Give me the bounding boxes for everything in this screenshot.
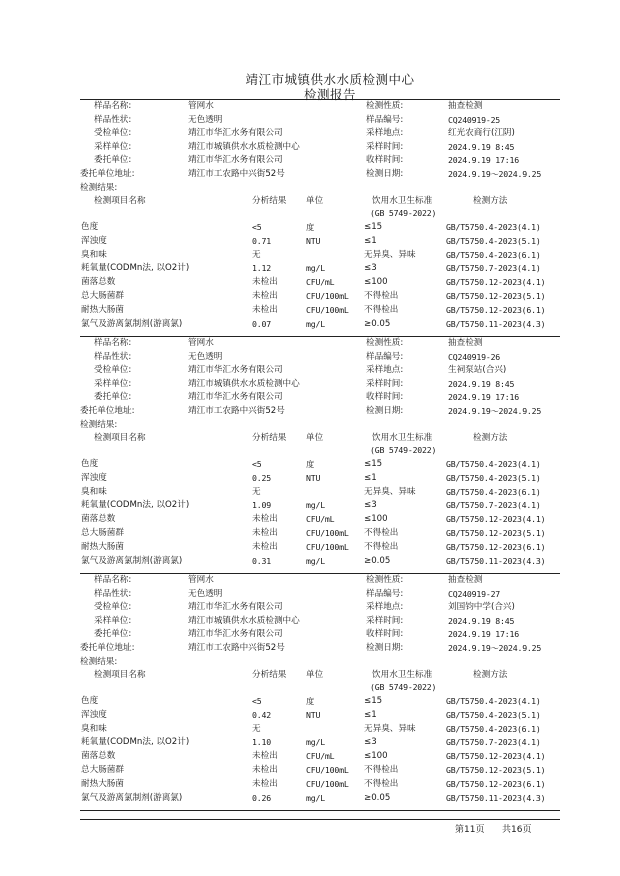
row-unit: 度 [306, 222, 314, 232]
field-value-state: 无色透明 [188, 114, 223, 125]
row-result: <5 [252, 459, 262, 469]
row-method: GB/T5750.7-2023(4.1) [446, 737, 541, 748]
row-standard: ≤1 [364, 235, 377, 246]
field-value-detect-type: 抽查检测 [448, 338, 483, 348]
row-result: 0.31 [252, 555, 271, 566]
row-item: 菌落总数 [81, 751, 116, 762]
results-heading: 检测结果: [80, 657, 118, 667]
row-unit: mg/L [306, 737, 325, 748]
row-unit: mg/L [306, 792, 325, 803]
row-standard: ≤3 [364, 737, 377, 748]
field-label: 样品性状: [94, 351, 132, 362]
field-value-sample-no: CQ240919-25 [448, 114, 501, 125]
row-standard: ≤3 [364, 263, 377, 274]
row-unit: 度 [306, 459, 314, 469]
row-unit: CFU/mL [306, 514, 335, 525]
col-header-method: 检测方法 [473, 196, 508, 206]
field-label: 委托单位: [94, 155, 132, 166]
row-item: 浑浊度 [81, 472, 107, 483]
row-standard: ≤15 [364, 222, 383, 232]
col-header-item: 检测项目名称 [94, 433, 146, 443]
bottom-divider [80, 819, 560, 820]
col-header-result: 分析结果 [252, 196, 287, 206]
field-value-receive-time: 2024.9.19 17:16 [448, 392, 519, 403]
row-standard: ≥0.05 [364, 555, 391, 566]
row-result: 1.09 [252, 500, 271, 511]
field-value-sampler: 靖江市城镇供水水质检测中心 [188, 615, 300, 626]
field-value-sampler: 靖江市城镇供水水质检测中心 [188, 378, 300, 389]
row-standard: 不得检出 [364, 528, 399, 538]
row-item: 色度 [81, 459, 99, 469]
field-value-client: 靖江市华汇水务有限公司 [188, 602, 283, 613]
row-unit: CFU/mL [306, 751, 335, 762]
field-value-receive-time: 2024.9.19 17:16 [448, 629, 519, 640]
row-standard: 不得检出 [364, 778, 399, 789]
field-label: 委托单位地址: [80, 169, 135, 179]
row-method: GB/T5750.4-2023(4.1) [446, 696, 541, 706]
row-unit: CFU/100mL [306, 765, 349, 775]
row-item: 耗氧量(CODMn法, 以O2计) [81, 263, 190, 274]
row-result: 无 [252, 486, 261, 497]
col-header-standard-code: (GB 5749-2022) [370, 208, 437, 218]
field-label: 委托单位地址: [80, 643, 135, 653]
row-item: 浑浊度 [81, 709, 107, 720]
row-result: 0.26 [252, 792, 271, 803]
field-label: 收样时间: [366, 629, 404, 640]
page-number: 第11页 [455, 825, 485, 835]
row-method: GB/T5750.12-2023(4.1) [446, 277, 546, 288]
field-label: 收样时间: [366, 392, 404, 403]
row-standard: ≤15 [364, 459, 383, 469]
col-header-method: 检测方法 [473, 433, 508, 443]
row-result: 未检出 [252, 291, 278, 301]
field-value-address: 靖江市工农路中兴街52号 [188, 169, 285, 179]
row-method: GB/T5750.7-2023(4.1) [446, 263, 541, 274]
field-label: 采样地点: [366, 128, 404, 139]
row-item: 臭和味 [81, 723, 107, 734]
col-header-standard: 饮用水卫生标准 [372, 670, 433, 680]
field-value-detect-type: 抽查检测 [448, 575, 483, 585]
row-method: GB/T5750.4-2023(6.1) [446, 249, 541, 260]
row-method: GB/T5750.4-2023(5.1) [446, 235, 541, 246]
row-standard: ≤1 [364, 472, 377, 483]
field-label: 样品名称: [94, 575, 132, 585]
col-header-result: 分析结果 [252, 670, 287, 680]
col-header-item: 检测项目名称 [94, 196, 146, 206]
row-unit: NTU [306, 472, 321, 483]
row-method: GB/T5750.12-2023(6.1) [446, 541, 546, 552]
field-value-address: 靖江市工农路中兴街52号 [188, 406, 285, 416]
row-unit: CFU/100mL [306, 528, 349, 538]
row-result: 1.12 [252, 263, 271, 274]
row-method: GB/T5750.12-2023(4.1) [446, 751, 546, 762]
field-value-sample-no: CQ240919-27 [448, 588, 501, 599]
row-result: 未检出 [252, 765, 278, 775]
row-item: 总大肠菌群 [81, 528, 124, 538]
row-unit: mg/L [306, 555, 325, 566]
field-value-sampler: 靖江市城镇供水水质检测中心 [188, 141, 300, 152]
row-unit: NTU [306, 235, 321, 246]
field-value-name: 管网水 [188, 575, 214, 585]
row-result: 0.42 [252, 709, 271, 720]
field-value-consignor: 靖江市华汇水务有限公司 [188, 629, 283, 640]
row-method: GB/T5750.4-2023(4.1) [446, 459, 541, 469]
row-unit: mg/L [306, 263, 325, 274]
row-item: 耐热大肠菌 [81, 541, 124, 552]
row-method: GB/T5750.4-2023(6.1) [446, 723, 541, 734]
row-result: 未检出 [252, 514, 278, 525]
block-divider [80, 810, 560, 811]
field-label: 采样时间: [366, 615, 404, 626]
field-label: 采样时间: [366, 378, 404, 389]
row-method: GB/T5750.11-2023(4.3) [446, 792, 546, 803]
row-method: GB/T5750.11-2023(4.3) [446, 318, 546, 329]
row-result: 未检出 [252, 751, 278, 762]
block-divider [80, 336, 560, 337]
field-value-client: 靖江市华汇水务有限公司 [188, 365, 283, 376]
row-item: 色度 [81, 222, 99, 232]
col-header-standard-code: (GB 5749-2022) [370, 445, 437, 455]
row-method: GB/T5750.12-2023(6.1) [446, 778, 546, 789]
field-value-client: 靖江市华汇水务有限公司 [188, 128, 283, 139]
row-item: 菌落总数 [81, 514, 116, 525]
field-label: 受检单位: [94, 365, 132, 376]
block-divider [80, 573, 560, 574]
field-label: 检测日期: [366, 643, 404, 653]
row-result: 0.25 [252, 472, 271, 483]
row-result: 未检出 [252, 541, 278, 552]
field-label: 样品性状: [94, 114, 132, 125]
col-header-item: 检测项目名称 [94, 670, 146, 680]
row-standard: ≤15 [364, 696, 383, 706]
field-value-detect-date: 2024.9.19～2024.9.25 [448, 643, 542, 653]
field-label: 采样单位: [94, 378, 132, 389]
row-method: GB/T5750.11-2023(4.3) [446, 555, 546, 566]
row-standard: 不得检出 [364, 765, 399, 775]
row-method: GB/T5750.7-2023(4.1) [446, 500, 541, 511]
field-label: 检测性质: [366, 338, 404, 348]
col-header-standard: 饮用水卫生标准 [372, 433, 433, 443]
row-result: <5 [252, 696, 262, 706]
page-total: 共16页 [502, 825, 532, 835]
row-item: 耐热大肠菌 [81, 778, 124, 789]
row-unit: mg/L [306, 318, 325, 329]
field-label: 样品名称: [94, 338, 132, 348]
field-value-sample-time: 2024.9.19 8:45 [448, 378, 515, 389]
row-unit: CFU/mL [306, 277, 335, 288]
row-item: 菌落总数 [81, 277, 116, 288]
field-label: 检测性质: [366, 101, 404, 111]
field-label: 检测日期: [366, 169, 404, 179]
row-standard: 不得检出 [364, 541, 399, 552]
row-method: GB/T5750.4-2023(5.1) [446, 709, 541, 720]
row-item: 耐热大肠菌 [81, 304, 124, 315]
row-standard: 无异臭、异味 [364, 486, 416, 497]
field-label: 采样单位: [94, 141, 132, 152]
row-standard: 不得检出 [364, 304, 399, 315]
col-header-unit: 单位 [306, 433, 324, 443]
field-value-consignor: 靖江市华汇水务有限公司 [188, 392, 283, 403]
col-header-standard-code: (GB 5749-2022) [370, 682, 437, 692]
field-value-sample-time: 2024.9.19 8:45 [448, 615, 515, 626]
field-value-location: 生祠泵站(合兴) [448, 365, 507, 376]
row-result: 无 [252, 723, 261, 734]
field-label: 受检单位: [94, 128, 132, 139]
field-label: 样品名称: [94, 101, 132, 111]
row-unit: mg/L [306, 500, 325, 511]
field-label: 收样时间: [366, 155, 404, 166]
col-header-result: 分析结果 [252, 433, 287, 443]
field-value-sample-time: 2024.9.19 8:45 [448, 141, 515, 152]
field-label: 样品编号: [366, 351, 404, 362]
row-result: 未检出 [252, 277, 278, 288]
row-unit: NTU [306, 709, 321, 720]
row-unit: 度 [306, 696, 314, 706]
field-label: 采样单位: [94, 615, 132, 626]
row-item: 耗氧量(CODMn法, 以O2计) [81, 500, 190, 511]
row-result: 无 [252, 249, 261, 260]
row-result: 未检出 [252, 778, 278, 789]
field-value-consignor: 靖江市华汇水务有限公司 [188, 155, 283, 166]
row-unit: CFU/100mL [306, 291, 349, 301]
field-label: 委托单位地址: [80, 406, 135, 416]
row-standard: ≥0.05 [364, 792, 391, 803]
row-method: GB/T5750.4-2023(5.1) [446, 472, 541, 483]
row-method: GB/T5750.4-2023(4.1) [446, 222, 541, 232]
row-unit: CFU/100mL [306, 304, 349, 315]
field-label: 检测日期: [366, 406, 404, 416]
row-standard: ≤3 [364, 500, 377, 511]
field-value-location: 刘国钧中学(合兴) [448, 602, 515, 613]
row-standard: 不得检出 [364, 291, 399, 301]
row-item: 氯气及游离氯制剂(游离氯) [81, 318, 183, 329]
row-standard: ≥0.05 [364, 318, 391, 329]
row-method: GB/T5750.12-2023(5.1) [446, 528, 546, 538]
field-label: 采样地点: [366, 602, 404, 613]
row-item: 色度 [81, 696, 99, 706]
row-item: 臭和味 [81, 249, 107, 260]
field-value-detect-date: 2024.9.19～2024.9.25 [448, 169, 542, 179]
row-item: 总大肠菌群 [81, 765, 124, 775]
results-heading: 检测结果: [80, 183, 118, 193]
report-org-title: 靖江市城镇供水水质检测中心 [245, 72, 415, 87]
field-value-location: 红光农商行(江阴) [448, 128, 515, 139]
results-heading: 检测结果: [80, 420, 118, 430]
row-method: GB/T5750.12-2023(4.1) [446, 514, 546, 525]
field-value-name: 管网水 [188, 338, 214, 348]
col-header-method: 检测方法 [473, 670, 508, 680]
row-method: GB/T5750.12-2023(6.1) [446, 304, 546, 315]
field-label: 受检单位: [94, 602, 132, 613]
field-label: 样品编号: [366, 114, 404, 125]
row-standard: ≤1 [364, 709, 377, 720]
col-header-standard: 饮用水卫生标准 [372, 196, 433, 206]
report-subtitle: 检测报告 [303, 87, 356, 102]
row-method: GB/T5750.12-2023(5.1) [446, 291, 546, 301]
row-method: GB/T5750.12-2023(5.1) [446, 765, 546, 775]
row-item: 氯气及游离氯制剂(游离氯) [81, 555, 183, 566]
field-value-state: 无色透明 [188, 588, 223, 599]
field-label: 样品编号: [366, 588, 404, 599]
row-result: 未检出 [252, 528, 278, 538]
row-method: GB/T5750.4-2023(6.1) [446, 486, 541, 497]
row-standard: ≤100 [364, 277, 388, 288]
row-item: 氯气及游离氯制剂(游离氯) [81, 792, 183, 803]
field-value-receive-time: 2024.9.19 17:16 [448, 155, 519, 166]
field-label: 委托单位: [94, 392, 132, 403]
row-unit: CFU/100mL [306, 778, 349, 789]
col-header-unit: 单位 [306, 196, 324, 206]
field-value-detect-date: 2024.9.19～2024.9.25 [448, 406, 542, 416]
row-item: 臭和味 [81, 486, 107, 497]
row-standard: 无异臭、异味 [364, 723, 416, 734]
top-divider [80, 99, 560, 100]
field-label: 采样地点: [366, 365, 404, 376]
field-label: 委托单位: [94, 629, 132, 640]
field-value-state: 无色透明 [188, 351, 223, 362]
field-value-sample-no: CQ240919-26 [448, 351, 501, 362]
row-item: 耗氧量(CODMn法, 以O2计) [81, 737, 190, 748]
row-result: <5 [252, 222, 262, 232]
row-result: 1.10 [252, 737, 271, 748]
row-standard: ≤100 [364, 751, 388, 762]
row-result: 0.71 [252, 235, 271, 246]
row-item: 总大肠菌群 [81, 291, 124, 301]
col-header-unit: 单位 [306, 670, 324, 680]
row-unit: CFU/100mL [306, 541, 349, 552]
field-label: 采样时间: [366, 141, 404, 152]
field-value-name: 管网水 [188, 101, 214, 111]
row-result: 未检出 [252, 304, 278, 315]
row-standard: 无异臭、异味 [364, 249, 416, 260]
field-value-address: 靖江市工农路中兴街52号 [188, 643, 285, 653]
row-item: 浑浊度 [81, 235, 107, 246]
field-value-detect-type: 抽查检测 [448, 101, 483, 111]
row-result: 0.07 [252, 318, 271, 329]
field-label: 检测性质: [366, 575, 404, 585]
field-label: 样品性状: [94, 588, 132, 599]
row-standard: ≤100 [364, 514, 388, 525]
